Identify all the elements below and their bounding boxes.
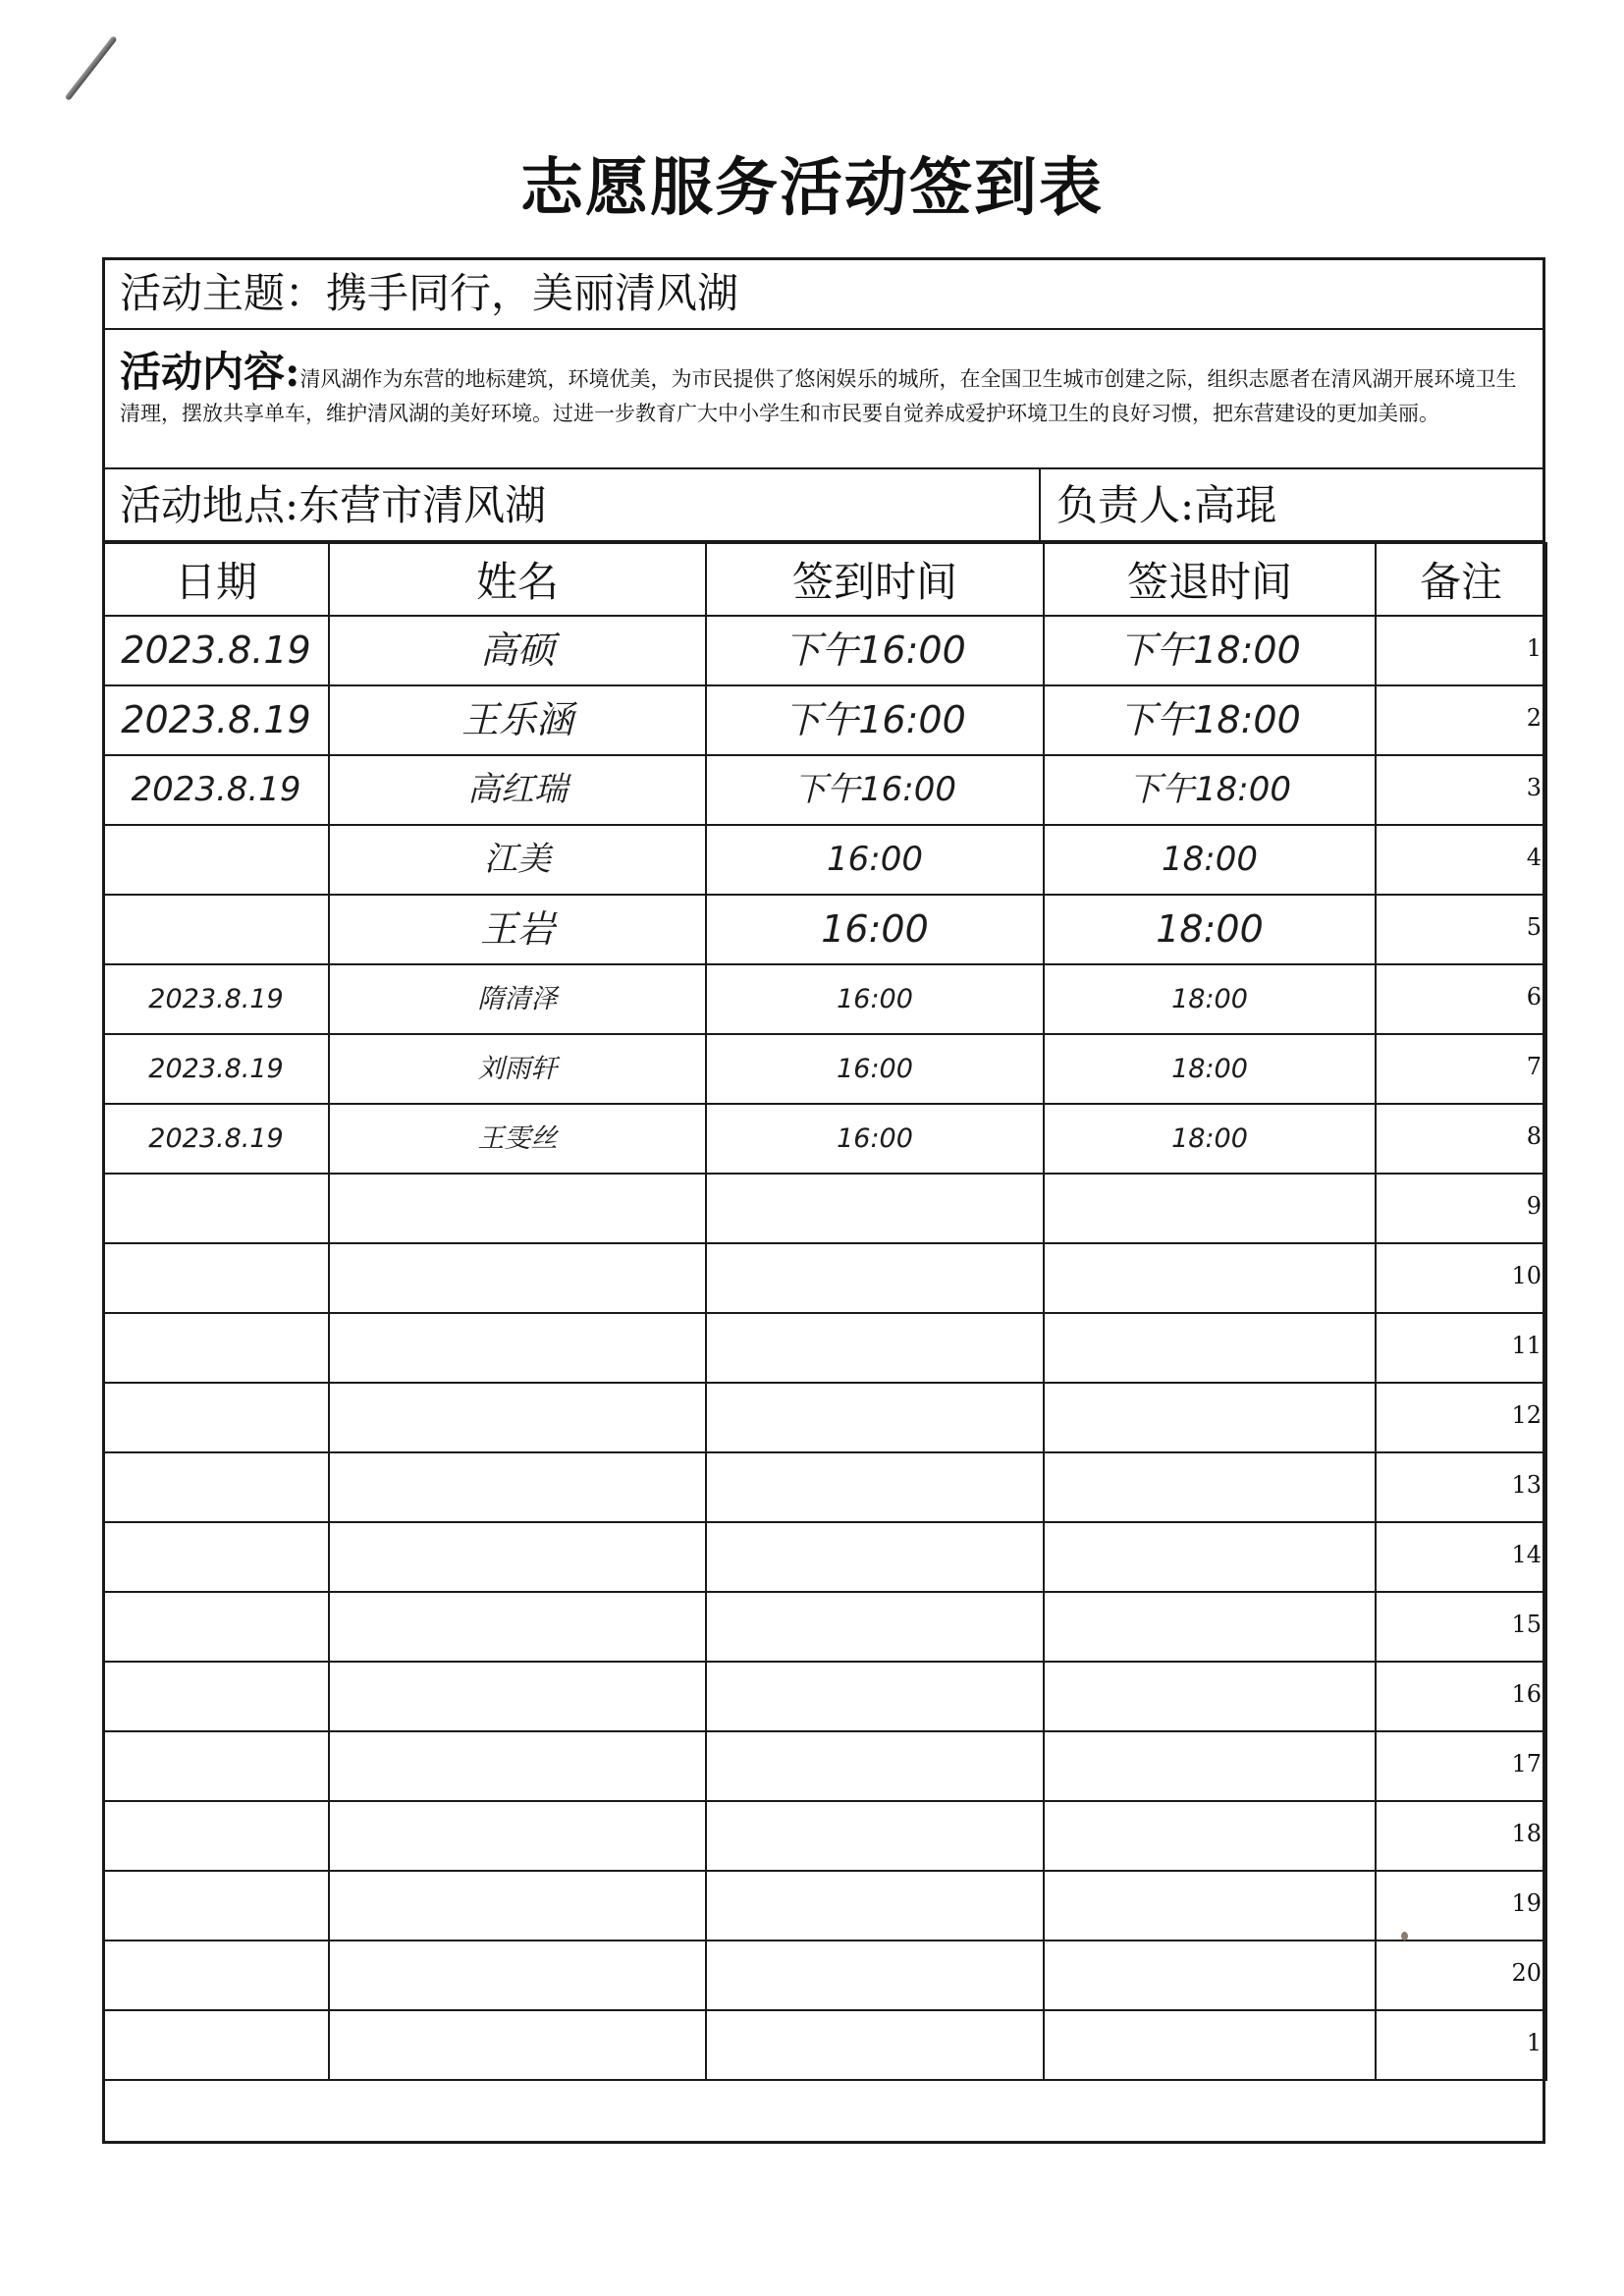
leader-label: 负责人:	[1056, 481, 1195, 529]
name-cell-text: 王乐涵	[460, 698, 573, 741]
location-value: 东营市清风湖	[298, 481, 547, 529]
signin-time-cell-text: 16:00	[837, 1123, 913, 1154]
column-header-remark: 备注	[1376, 543, 1546, 616]
name-cell	[329, 1522, 706, 1592]
name-cell	[329, 685, 706, 755]
table-row	[103, 755, 1546, 825]
table-row	[103, 1104, 1546, 1174]
leader-value: 高琨	[1194, 481, 1277, 529]
column-header-date: 日期	[103, 543, 329, 616]
table-row	[103, 1174, 1546, 1243]
name-cell	[329, 825, 706, 895]
remark-cell	[1376, 1522, 1546, 1592]
date-cell	[103, 895, 329, 964]
name-cell	[329, 895, 706, 964]
table-row	[103, 1801, 1546, 1871]
location-label: 活动地点:	[120, 481, 299, 529]
date-cell	[103, 1941, 329, 2010]
name-cell	[329, 1662, 706, 1731]
signin-time-cell-text: 下午16:00	[784, 629, 966, 672]
signin-time-cell-text: 下午16:00	[784, 698, 966, 741]
row-number: 12	[1511, 1401, 1542, 1429]
remark-cell	[1376, 1871, 1546, 1941]
signin-time-cell	[706, 1034, 1044, 1104]
row-number: 5	[1526, 913, 1542, 941]
row-number: 4	[1526, 844, 1542, 871]
table-row	[103, 1522, 1546, 1592]
row-number: 10	[1511, 1262, 1542, 1289]
remark-cell	[1376, 1174, 1546, 1243]
signin-time-cell	[706, 1452, 1044, 1522]
signin-time-cell	[706, 1522, 1044, 1592]
signin-time-cell-text: 16:00	[827, 840, 923, 879]
table-row	[103, 964, 1546, 1034]
signout-time-cell	[1044, 1104, 1376, 1174]
table-row	[103, 1452, 1546, 1522]
signin-time-cell	[706, 616, 1044, 685]
table-row	[103, 1871, 1546, 1941]
column-header-signout: 签退时间	[1044, 543, 1376, 616]
table-row	[103, 895, 1546, 964]
date-cell	[103, 1731, 329, 1801]
paper-speck	[1401, 1932, 1408, 1941]
signout-time-cell	[1044, 1941, 1376, 2010]
name-cell	[329, 1592, 706, 1662]
table-row	[103, 2010, 1546, 2080]
signin-time-cell-text: 16:00	[837, 1054, 913, 1084]
date-cell-text: 2023.8.19	[148, 1054, 284, 1084]
signout-time-cell	[1044, 1174, 1376, 1243]
date-cell	[103, 964, 329, 1034]
signout-time-cell	[1044, 685, 1376, 755]
name-cell	[329, 964, 706, 1034]
row-number: 20	[1511, 1959, 1542, 1987]
table-row	[103, 1034, 1546, 1104]
name-cell	[329, 1104, 706, 1174]
signout-time-cell-text: 18:00	[1171, 1123, 1248, 1154]
signout-time-cell	[1044, 964, 1376, 1034]
signin-time-cell	[706, 1592, 1044, 1662]
signout-time-cell	[1044, 2010, 1376, 2080]
remark-cell	[1376, 685, 1546, 755]
remark-cell	[1376, 1313, 1546, 1383]
date-cell	[103, 1174, 329, 1243]
column-header-name: 姓名	[329, 543, 706, 616]
name-cell-text: 高硕	[479, 629, 555, 672]
signin-time-cell-text: 16:00	[821, 907, 929, 951]
name-cell	[329, 2010, 706, 2080]
signin-time-cell	[706, 1174, 1044, 1243]
name-cell	[329, 616, 706, 685]
remark-cell	[1376, 1941, 1546, 2010]
date-cell	[103, 1383, 329, 1452]
theme-value: 携手同行，美丽清风湖	[326, 269, 739, 317]
signin-time-cell	[706, 2010, 1044, 2080]
table-row	[103, 1731, 1546, 1801]
remark-cell	[1376, 895, 1546, 964]
signin-time-cell	[706, 1243, 1044, 1313]
leader	[1039, 469, 1276, 542]
date-cell-text: 2023.8.19	[121, 629, 311, 672]
signin-time-cell	[706, 1104, 1044, 1174]
document-title: 志愿服务活动签到表	[520, 152, 1104, 225]
name-cell	[329, 1731, 706, 1801]
row-number: 7	[1526, 1053, 1542, 1080]
signin-time-cell	[706, 1313, 1044, 1383]
name-cell-text: 王岩	[479, 907, 555, 951]
name-cell	[329, 1034, 706, 1104]
row-number: 11	[1511, 1332, 1542, 1359]
remark-cell	[1376, 825, 1546, 895]
signout-time-cell	[1044, 895, 1376, 964]
row-number: 16	[1511, 1680, 1542, 1708]
content-text: 清风湖作为东营的地标建筑，环境优美，为市民提供了悠闲娱乐的城所，在全国卫生城市创建之际，组织志愿者在清风湖开展环境卫生清理，摆放共享单车，维护清风湖的美好环境。过进一步教育广大中小学生和市民要自觉养成爱护环境卫生的良好习惯，把东营建设的更加美丽。	[120, 367, 1517, 425]
date-cell	[103, 616, 329, 685]
signout-time-cell-text: 下午18:00	[1118, 629, 1301, 672]
name-cell	[329, 1941, 706, 2010]
signin-time-cell	[706, 964, 1044, 1034]
date-cell	[103, 1034, 329, 1104]
name-cell	[329, 1313, 706, 1383]
remark-cell	[1376, 2010, 1546, 2080]
signout-time-cell	[1044, 1801, 1376, 1871]
table-row	[103, 825, 1546, 895]
name-cell	[329, 1383, 706, 1452]
row-number: 13	[1511, 1471, 1542, 1499]
row-number: 14	[1511, 1541, 1542, 1568]
row-number: 1	[1526, 2029, 1542, 2056]
signout-time-cell	[1044, 755, 1376, 825]
name-cell-text: 高红瑞	[467, 770, 568, 809]
row-number: 6	[1526, 983, 1542, 1011]
signin-time-cell	[706, 895, 1044, 964]
signout-time-cell	[1044, 616, 1376, 685]
row-number: 18	[1511, 1820, 1542, 1847]
signout-time-cell	[1044, 1452, 1376, 1522]
remark-cell	[1376, 964, 1546, 1034]
location	[120, 469, 546, 542]
row-number: 3	[1526, 774, 1542, 801]
signin-time-cell-text: 16:00	[837, 984, 913, 1014]
table-row	[103, 1941, 1546, 2010]
staple-mark	[65, 35, 118, 101]
date-cell	[103, 1104, 329, 1174]
signin-time-cell	[706, 1731, 1044, 1801]
remark-cell	[1376, 1243, 1546, 1313]
name-cell-text: 隋清泽	[477, 984, 558, 1014]
activity-content-row	[102, 330, 1545, 469]
signout-time-cell-text: 18:00	[1162, 840, 1258, 879]
row-number: 15	[1511, 1611, 1542, 1638]
table-row	[103, 1313, 1546, 1383]
date-cell-text: 2023.8.19	[131, 770, 301, 809]
remark-cell	[1376, 1731, 1546, 1801]
row-number: 9	[1526, 1192, 1542, 1220]
signout-time-cell	[1044, 1592, 1376, 1662]
date-cell	[103, 1522, 329, 1592]
table-row	[103, 685, 1546, 755]
signout-time-cell	[1044, 1034, 1376, 1104]
table-row	[103, 1592, 1546, 1662]
remark-cell	[1376, 1383, 1546, 1452]
name-cell-text: 王雯丝	[477, 1123, 558, 1154]
date-cell	[103, 1313, 329, 1383]
name-cell-text: 刘雨轩	[477, 1054, 558, 1084]
date-cell	[103, 1592, 329, 1662]
signout-time-cell	[1044, 1662, 1376, 1731]
date-cell-text: 2023.8.19	[148, 1123, 284, 1154]
signin-time-cell	[706, 1662, 1044, 1731]
signin-time-cell-text: 下午16:00	[793, 770, 956, 809]
date-cell	[103, 2010, 329, 2080]
signout-time-cell	[1044, 825, 1376, 895]
row-number: 19	[1511, 1889, 1542, 1917]
signout-time-cell-text: 下午18:00	[1128, 770, 1291, 809]
name-cell	[329, 1801, 706, 1871]
date-cell	[103, 1243, 329, 1313]
signin-time-cell	[706, 1941, 1044, 2010]
signin-time-cell	[706, 1801, 1044, 1871]
date-cell-text: 2023.8.19	[148, 984, 284, 1014]
signin-time-cell	[706, 1871, 1044, 1941]
table-header-row	[103, 543, 1546, 616]
signin-table	[102, 542, 1547, 2081]
signout-time-cell-text: 18:00	[1156, 907, 1264, 951]
remark-cell	[1376, 1592, 1546, 1662]
name-cell-text: 江美	[484, 840, 551, 879]
date-cell	[103, 1801, 329, 1871]
date-cell	[103, 1662, 329, 1731]
date-cell	[103, 1871, 329, 1941]
signout-time-cell	[1044, 1243, 1376, 1313]
signin-time-cell	[706, 685, 1044, 755]
signout-time-cell-text: 18:00	[1171, 1054, 1248, 1084]
remark-cell	[1376, 1452, 1546, 1522]
name-cell	[329, 1452, 706, 1522]
theme-label: 活动主题：	[120, 269, 327, 317]
signout-time-cell	[1044, 1383, 1376, 1452]
name-cell	[329, 755, 706, 825]
location-row	[102, 469, 1545, 542]
signin-time-cell	[706, 825, 1044, 895]
remark-cell	[1376, 1104, 1546, 1174]
date-cell	[103, 825, 329, 895]
table-row	[103, 616, 1546, 685]
date-cell	[103, 685, 329, 755]
column-header-signin: 签到时间	[706, 543, 1044, 616]
signout-time-cell	[1044, 1731, 1376, 1801]
remark-cell	[1376, 1034, 1546, 1104]
signin-time-cell	[706, 1383, 1044, 1452]
signout-time-cell-text: 下午18:00	[1118, 698, 1301, 741]
signout-time-cell	[1044, 1871, 1376, 1941]
row-number: 8	[1526, 1122, 1542, 1150]
row-number: 2	[1526, 704, 1542, 732]
signout-time-cell	[1044, 1313, 1376, 1383]
signout-time-cell	[1044, 1522, 1376, 1592]
row-number: 17	[1511, 1750, 1542, 1777]
signout-time-cell-text: 18:00	[1171, 984, 1248, 1014]
name-cell	[329, 1243, 706, 1313]
name-cell	[329, 1871, 706, 1941]
date-cell	[103, 755, 329, 825]
table-row	[103, 1662, 1546, 1731]
date-cell-text: 2023.8.19	[121, 698, 311, 741]
row-number: 1	[1526, 634, 1542, 662]
name-cell	[329, 1174, 706, 1243]
signin-time-cell	[706, 755, 1044, 825]
content-label: 活动内容:	[120, 348, 300, 396]
date-cell	[103, 1452, 329, 1522]
remark-cell	[1376, 755, 1546, 825]
remark-cell	[1376, 1801, 1546, 1871]
remark-cell	[1376, 1662, 1546, 1731]
table-row	[103, 1243, 1546, 1313]
remark-cell	[1376, 616, 1546, 685]
activity-theme-row	[102, 257, 1545, 330]
table-row	[103, 1383, 1546, 1452]
